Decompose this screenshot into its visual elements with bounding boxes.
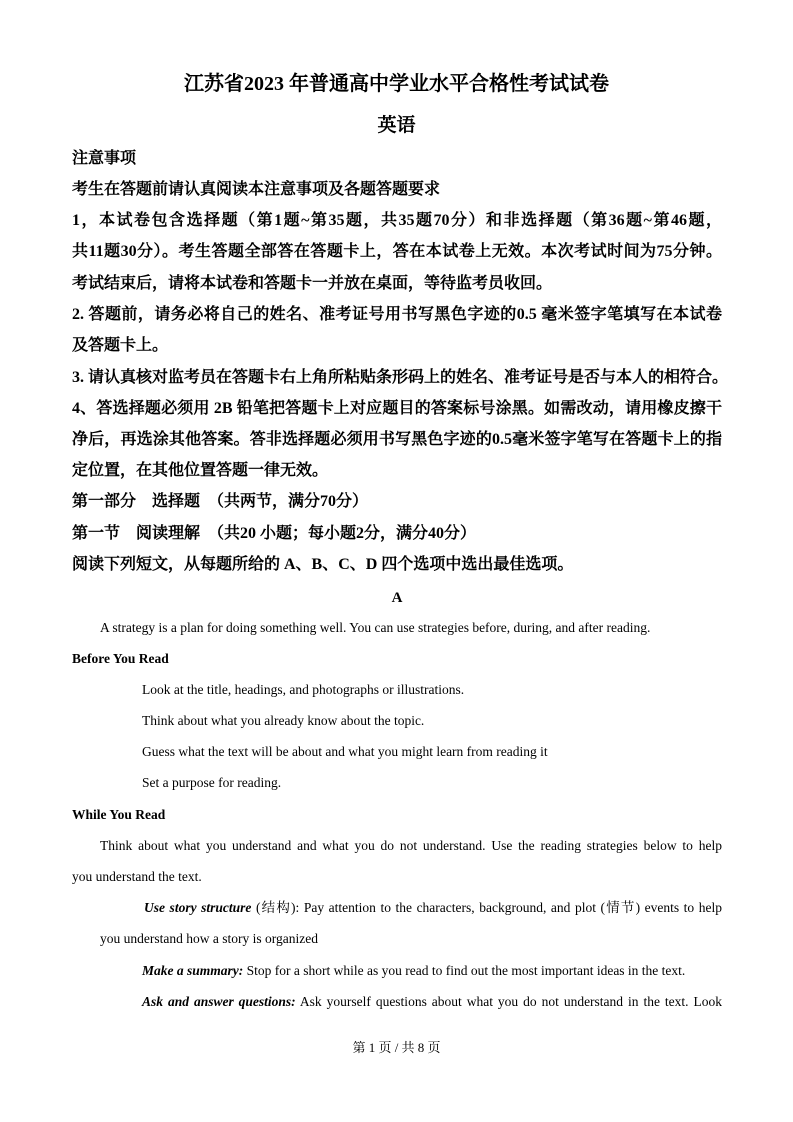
- rule-line: 2. 答题前，请务必将自己的姓名、准考证号用书写黑色字迹的0.5 毫米签字笔填写在本试卷: [72, 306, 722, 323]
- rule-line: 净后，再选涂其他答案。答非选择题必须用书写黑色字迹的0.5毫米签字笔写在答题卡上的指: [72, 431, 722, 448]
- while-intro: Think about what you understand and what you do not understand. Use the reading strategies below to help: [100, 838, 722, 853]
- before-heading: Before You Read: [72, 651, 169, 666]
- while-heading: While You Read: [72, 807, 166, 822]
- notice-heading: 注意事项: [72, 150, 137, 167]
- strategy-text: Ask yourself questions about what you do not understand in the text. Look: [295, 994, 723, 1009]
- strategy-item: [142, 961, 792, 981]
- subject-title: 英语: [377, 115, 416, 136]
- rule-line: 定位置，在其他位置答题一律无效。: [72, 462, 329, 479]
- section-heading: 第一节 阅读理解 （共20 小题；每小题2分，满分40分）: [72, 525, 477, 542]
- strategy-item: [144, 898, 722, 918]
- strategy-term: Ask and answer questions:: [142, 994, 296, 1009]
- before-item: Set a purpose for reading.: [142, 775, 282, 790]
- intro-paragraph: A strategy is a plan for doing something well. You can use strategies before, during, and after reading.: [100, 620, 651, 635]
- notice-intro: 考生在答题前请认真阅读本注意事项及各题答题要求: [72, 181, 441, 198]
- rule-line: 及答题卡上。: [72, 337, 169, 354]
- instruction: 阅读下列短文，从每题所给的 A、B、C、D 四个选项中选出最佳选项。: [72, 556, 574, 573]
- strategy-item: [142, 992, 722, 1012]
- before-item: Guess what the text will be about and what you might learn from reading it: [142, 744, 548, 759]
- strategy-text: (结构): Pay attention to the characters, background, and plot (情节) events to help: [251, 900, 722, 915]
- rule-line: 1，本试卷包含选择题（第1题~第35题，共35题70分）和非选择题（第36题~第46题，: [72, 212, 722, 229]
- passage-label: A: [391, 590, 403, 606]
- strategy-text: Stop for a short while as you read to find out the most important ideas in the text.: [243, 963, 686, 978]
- strategy-text: you understand how a story is organized: [100, 931, 318, 946]
- before-item: Look at the title, headings, and photographs or illustrations.: [142, 682, 465, 697]
- part-heading: 第一部分 选择题 （共两节，满分70分）: [72, 493, 369, 510]
- strategy-term: Use story structure: [144, 900, 252, 915]
- rule-line: 3. 请认真核对监考员在答题卡右上角所粘贴条形码上的姓名、准考证号是否与本人的相符合。: [72, 369, 729, 386]
- strategy-term: Make a summary:: [142, 963, 244, 978]
- rule-line: 考试结束后，请将本试卷和答题卡一并放在桌面，等待监考员收回。: [72, 275, 553, 292]
- page-title: 江苏省2023 年普通高中学业水平合格性考试试卷: [184, 73, 609, 95]
- rule-line: 共11题30分）。考生答题全部答在答题卡上，答在本试卷上无效。本次考试时间为75分钟。: [72, 243, 722, 260]
- rule-line: 4、答选择题必须用 2B 铅笔把答题卡上对应题目的答案标号涂黑。如需改动，请用橡皮擦干: [72, 400, 722, 417]
- while-intro: you understand the text.: [72, 869, 202, 884]
- before-item: Think about what you already know about the topic.: [142, 713, 425, 728]
- page-footer: 第 1 页 / 共 8 页: [352, 1040, 441, 1055]
